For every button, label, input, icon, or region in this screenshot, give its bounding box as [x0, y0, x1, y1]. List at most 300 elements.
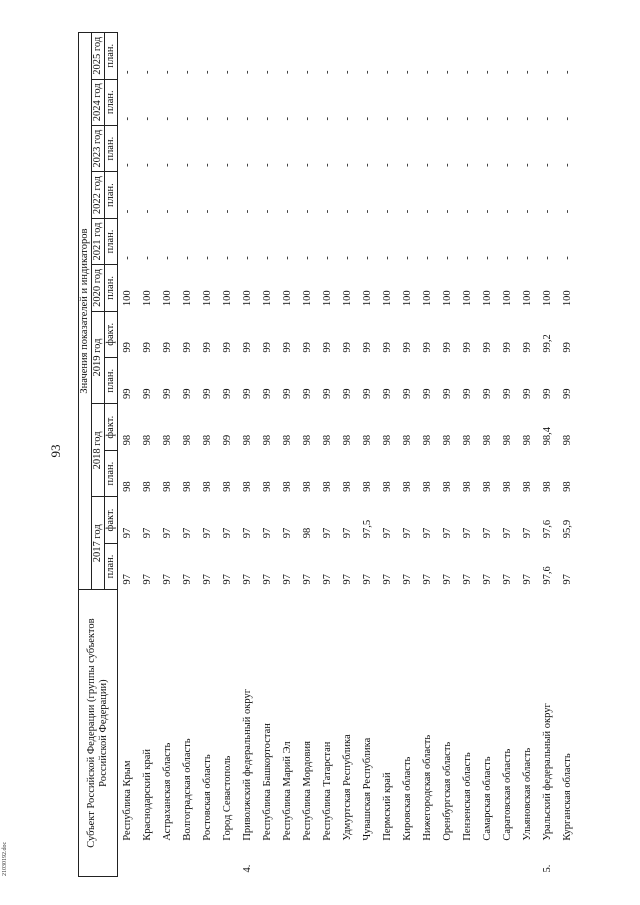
value-cell: 97 [462, 527, 473, 539]
value-cell: - [302, 116, 313, 121]
value-cell: 100 [502, 290, 513, 307]
value-cell: - [522, 209, 533, 214]
value-cell: - [202, 116, 213, 121]
value-cell: - [542, 256, 553, 260]
table-row [358, 33, 378, 877]
value-cell: 98 [142, 434, 153, 446]
value-cell: 98 [122, 434, 133, 446]
row-number [418, 847, 438, 877]
table-row [458, 33, 478, 877]
value-cell: 97 [222, 574, 233, 585]
value-cell: - [402, 163, 413, 167]
value-cell: - [362, 256, 373, 260]
value-cell: 99 [342, 342, 353, 353]
value-cell: - [542, 70, 553, 75]
region-name: Уральский федеральный округ [542, 703, 553, 841]
value-cell: - [162, 70, 173, 75]
region-name: Волгоградская область [182, 738, 193, 841]
region-name: Курганская область [562, 753, 573, 841]
region-name: Приволжский федеральный округ [242, 688, 253, 841]
plan-header: план. [105, 358, 118, 404]
row-number [398, 847, 418, 877]
year-header: 2017 год [92, 497, 105, 590]
value-cell: 97,5 [362, 519, 373, 539]
value-cell: 99 [182, 388, 193, 399]
value-cell: 98 [502, 434, 513, 446]
value-cell: - [242, 163, 253, 167]
value-cell: 100 [482, 290, 493, 307]
value-cell: 99 [462, 342, 473, 353]
plan-header: план. [105, 450, 118, 496]
year-header: 2022 год [92, 172, 105, 218]
value-cell: 100 [302, 290, 313, 307]
value-cell: 97 [282, 574, 293, 585]
value-cell: 98 [242, 434, 253, 446]
value-cell: 98 [402, 434, 413, 446]
fact-header: факт. [105, 311, 118, 357]
table-row [258, 33, 278, 877]
row-number [438, 847, 458, 877]
value-cell: - [182, 256, 193, 260]
value-cell: 100 [342, 290, 353, 307]
value-cell: - [482, 116, 493, 121]
value-cell: - [322, 209, 333, 214]
row-number [258, 847, 278, 877]
value-cell: 99 [202, 388, 213, 399]
value-cell: - [402, 256, 413, 260]
value-cell: 97 [502, 574, 513, 585]
value-cell: - [502, 163, 513, 167]
value-cell: - [222, 256, 233, 260]
value-cell: 98 [302, 527, 313, 539]
value-cell: 97 [402, 574, 413, 585]
value-cell: - [262, 256, 273, 260]
value-cell: 99 [482, 388, 493, 399]
row-number [318, 847, 338, 877]
value-cell: 98 [302, 434, 313, 446]
value-cell: - [142, 116, 153, 121]
value-cell: 99 [402, 388, 413, 399]
value-cell: - [522, 256, 533, 260]
value-cell: 98 [382, 481, 393, 492]
value-cell: 99 [142, 342, 153, 353]
value-cell: 99 [502, 342, 513, 353]
value-cell: 100 [182, 290, 193, 307]
value-cell: 100 [462, 290, 473, 307]
value-cell: - [262, 209, 273, 214]
value-cell: 99 [142, 388, 153, 399]
value-cell: 99 [322, 388, 333, 399]
value-cell: - [442, 256, 453, 260]
value-cell: - [322, 163, 333, 167]
region-name: Краснодарский край [142, 749, 153, 841]
value-cell: 99 [442, 388, 453, 399]
value-cell: - [382, 256, 393, 260]
region-name: Ульяновская область [522, 747, 533, 841]
row-number [338, 847, 358, 877]
value-cell: 98 [202, 481, 213, 492]
table-row [158, 33, 178, 877]
value-cell: 98 [322, 434, 333, 446]
value-cell: - [562, 70, 573, 75]
value-cell: 97 [242, 527, 253, 539]
value-cell: - [262, 70, 273, 75]
region-name: Удмуртская Республика [342, 734, 353, 841]
value-cell: 97 [382, 527, 393, 539]
value-cell: - [262, 163, 273, 167]
value-cell: 98 [162, 434, 173, 446]
value-cell: 100 [262, 290, 273, 307]
value-cell: - [542, 116, 553, 121]
value-cell: - [362, 163, 373, 167]
value-cell: 98 [482, 434, 493, 446]
value-cell: 97 [122, 574, 133, 585]
value-cell: 98 [322, 481, 333, 492]
value-cell: - [422, 116, 433, 121]
value-cell: 97 [142, 527, 153, 539]
value-cell: 100 [322, 290, 333, 307]
table-body [118, 33, 579, 877]
year-header: 2019 год [92, 311, 105, 404]
value-cell: 99 [522, 342, 533, 353]
value-cell: 100 [162, 290, 173, 307]
value-cell: 99 [562, 342, 573, 353]
value-cell: 99 [282, 342, 293, 353]
value-cell: 97 [182, 527, 193, 539]
rotated-table-container [78, 32, 618, 877]
plan-header: план. [105, 218, 118, 264]
table-row [518, 33, 538, 877]
indicators-table [78, 32, 578, 877]
value-cell: - [122, 209, 133, 214]
value-cell: 100 [562, 290, 573, 307]
value-cell: - [342, 163, 353, 167]
value-cell: - [522, 70, 533, 75]
value-cell: 98 [162, 481, 173, 492]
region-name: Республика Марий Эл [282, 741, 293, 841]
value-cell: - [482, 70, 493, 75]
table-row [498, 33, 518, 877]
value-cell: - [302, 209, 313, 214]
value-cell: - [182, 70, 193, 75]
region-name: Республика Башкортостан [262, 723, 273, 841]
value-cell: 98 [442, 434, 453, 446]
value-cell: - [462, 209, 473, 214]
header-subject: Субъект Российской Федерации (группы субъектов Российской Федерации) [79, 590, 118, 877]
table-row [278, 33, 298, 877]
value-cell: - [182, 116, 193, 121]
value-cell: - [462, 256, 473, 260]
value-cell: 98 [342, 434, 353, 446]
value-cell: 99 [442, 342, 453, 353]
value-cell: - [422, 163, 433, 167]
value-cell: 98 [522, 481, 533, 492]
value-cell: - [522, 163, 533, 167]
value-cell: - [222, 116, 233, 121]
row-number: 4. [242, 864, 253, 873]
value-cell: 100 [442, 290, 453, 307]
value-cell: 99 [562, 388, 573, 399]
value-cell: 99 [242, 388, 253, 399]
region-name: Республика Татарстан [322, 741, 333, 841]
value-cell: - [162, 116, 173, 121]
table-row [378, 33, 398, 877]
value-cell: 98 [362, 481, 373, 492]
row-number [298, 847, 318, 877]
value-cell: 98 [242, 481, 253, 492]
table-row [338, 33, 358, 877]
row-number [118, 847, 139, 877]
value-cell: 98 [362, 434, 373, 446]
value-cell: 98 [442, 481, 453, 492]
value-cell: - [502, 256, 513, 260]
value-cell: - [502, 70, 513, 75]
value-cell: - [502, 209, 513, 214]
value-cell: 99 [382, 342, 393, 353]
value-cell: 97 [142, 574, 153, 585]
value-cell: - [462, 70, 473, 75]
value-cell: 97 [182, 574, 193, 585]
value-cell: - [382, 116, 393, 121]
year-header: 2025 год [92, 33, 105, 80]
value-cell: 97 [162, 527, 173, 539]
value-cell: 99 [122, 342, 133, 353]
value-cell: - [562, 256, 573, 260]
value-cell: - [142, 209, 153, 214]
value-cell: 99 [302, 342, 313, 353]
value-cell: 99,2 [542, 334, 553, 353]
value-cell: 98 [542, 481, 553, 492]
value-cell: - [242, 256, 253, 260]
value-cell: - [122, 163, 133, 167]
table-row [418, 33, 438, 877]
value-cell: - [202, 163, 213, 167]
value-cell: 99 [362, 388, 373, 399]
value-cell: - [422, 70, 433, 75]
value-cell: 97 [342, 574, 353, 585]
plan-header: план. [105, 33, 118, 80]
value-cell: 98 [422, 481, 433, 492]
value-cell: - [442, 116, 453, 121]
value-cell: - [142, 70, 153, 75]
table-row [558, 33, 578, 877]
table-row [298, 33, 318, 877]
value-cell: - [122, 116, 133, 121]
value-cell: 99 [542, 388, 553, 399]
region-name: Город Севастополь [222, 755, 233, 841]
value-cell: 98 [182, 481, 193, 492]
value-cell: - [562, 163, 573, 167]
value-cell: - [162, 163, 173, 167]
table-row [478, 33, 498, 877]
row-number [198, 847, 218, 877]
value-cell: - [222, 70, 233, 75]
value-cell: - [442, 163, 453, 167]
value-cell: - [362, 209, 373, 214]
value-cell: - [182, 163, 193, 167]
value-cell: 100 [422, 290, 433, 307]
value-cell: - [282, 70, 293, 75]
value-cell: 99 [502, 388, 513, 399]
value-cell: 98 [382, 434, 393, 446]
value-cell: 99 [482, 342, 493, 353]
value-cell: 97 [422, 527, 433, 539]
value-cell: 97 [322, 574, 333, 585]
region-name: Республика Крым [122, 760, 133, 841]
value-cell: - [282, 163, 293, 167]
row-number [498, 847, 518, 877]
region-name: Оренбургская область [442, 741, 453, 841]
value-cell: - [482, 163, 493, 167]
value-cell: - [322, 256, 333, 260]
table-row [398, 33, 418, 877]
value-cell: 99 [342, 388, 353, 399]
row-number: 5. [542, 864, 553, 873]
row-number [358, 847, 378, 877]
value-cell: - [122, 256, 133, 260]
value-cell: 98 [222, 481, 233, 492]
row-number [458, 847, 478, 877]
value-cell: - [402, 70, 413, 75]
value-cell: - [502, 116, 513, 121]
value-cell: - [342, 256, 353, 260]
value-cell: 97 [162, 574, 173, 585]
value-cell: 99 [222, 388, 233, 399]
value-cell: - [222, 163, 233, 167]
table-row [218, 33, 238, 877]
value-cell: 97 [522, 527, 533, 539]
region-name: Пензенская область [462, 752, 473, 841]
value-cell: 98,4 [542, 427, 553, 446]
value-cell: 99 [222, 342, 233, 353]
value-cell: 97,6 [542, 519, 553, 539]
value-cell: - [362, 116, 373, 121]
value-cell: - [482, 209, 493, 214]
value-cell: 97 [362, 574, 373, 585]
value-cell: 98 [462, 481, 473, 492]
table-row [198, 33, 218, 877]
value-cell: 99 [162, 342, 173, 353]
value-cell: 98 [202, 434, 213, 446]
value-cell: 97,6 [542, 566, 553, 585]
value-cell: - [382, 70, 393, 75]
value-cell: 98 [262, 481, 273, 492]
value-cell: - [342, 209, 353, 214]
value-cell: 97 [442, 574, 453, 585]
row-number [378, 847, 398, 877]
year-header: 2020 год [92, 265, 105, 311]
value-cell: 99 [202, 342, 213, 353]
value-cell: 95,9 [562, 519, 573, 539]
value-cell: 98 [482, 481, 493, 492]
value-cell: - [422, 256, 433, 260]
value-cell: - [242, 209, 253, 214]
value-cell: - [182, 209, 193, 214]
value-cell: - [322, 70, 333, 75]
value-cell: 97 [562, 574, 573, 585]
value-cell: 100 [242, 290, 253, 307]
fact-header: факт. [105, 497, 118, 543]
value-cell: 97 [482, 527, 493, 539]
value-cell: 100 [222, 290, 233, 307]
value-cell: 99 [222, 434, 233, 446]
value-cell: - [462, 116, 473, 121]
row-number [138, 847, 158, 877]
value-cell: - [262, 116, 273, 121]
value-cell: 99 [522, 388, 533, 399]
value-cell: - [382, 209, 393, 214]
value-cell: 97 [422, 574, 433, 585]
value-cell: 97 [282, 527, 293, 539]
value-cell: - [202, 209, 213, 214]
value-cell: 98 [182, 434, 193, 446]
value-cell: - [282, 256, 293, 260]
value-cell: - [282, 116, 293, 121]
value-cell: 98 [282, 481, 293, 492]
value-cell: - [362, 70, 373, 75]
value-cell: - [522, 116, 533, 121]
value-cell: 98 [562, 434, 573, 446]
value-cell: 100 [202, 290, 213, 307]
value-cell: 99 [282, 388, 293, 399]
value-cell: 100 [522, 290, 533, 307]
value-cell: 100 [542, 290, 553, 307]
plan-header: план. [105, 543, 118, 589]
value-cell: 99 [122, 388, 133, 399]
year-header: 2023 год [92, 125, 105, 171]
value-cell: 100 [142, 290, 153, 307]
value-cell: - [302, 163, 313, 167]
value-cell: 98 [342, 481, 353, 492]
region-name: Чувашская Республика [362, 737, 373, 841]
row-number [558, 847, 578, 877]
value-cell: - [442, 209, 453, 214]
value-cell: - [202, 70, 213, 75]
value-cell: 100 [282, 290, 293, 307]
value-cell: 100 [122, 290, 133, 307]
year-header: 2021 год [92, 218, 105, 264]
table-row [118, 33, 139, 877]
value-cell: - [482, 256, 493, 260]
value-cell: - [402, 209, 413, 214]
value-cell: - [562, 116, 573, 121]
year-header: 2018 год [92, 404, 105, 497]
value-cell: 97 [322, 527, 333, 539]
value-cell: - [142, 256, 153, 260]
value-cell: 97 [342, 527, 353, 539]
value-cell: 100 [402, 290, 413, 307]
value-cell: 97 [382, 574, 393, 585]
value-cell: 98 [142, 481, 153, 492]
value-cell: - [222, 209, 233, 214]
value-cell: - [162, 209, 173, 214]
value-cell: 98 [522, 434, 533, 446]
value-cell: 97 [462, 574, 473, 585]
value-cell: 98 [122, 481, 133, 492]
value-cell: 98 [262, 434, 273, 446]
value-cell: 97 [402, 527, 413, 539]
value-cell: - [242, 70, 253, 75]
value-cell: - [542, 163, 553, 167]
region-name: Саратовская область [502, 748, 513, 841]
value-cell: - [242, 116, 253, 121]
plan-header: план. [105, 172, 118, 218]
value-cell: - [162, 256, 173, 260]
value-cell: 99 [422, 342, 433, 353]
value-cell: 99 [402, 342, 413, 353]
value-cell: - [442, 70, 453, 75]
row-number [518, 847, 538, 877]
